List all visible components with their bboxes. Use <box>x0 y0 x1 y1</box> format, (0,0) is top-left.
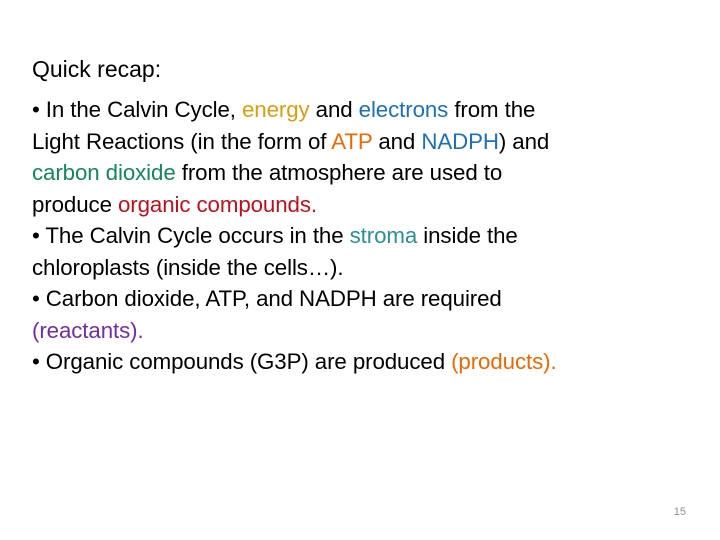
text-run: • In the Calvin Cycle, <box>32 97 242 122</box>
bullet-line <box>32 126 700 158</box>
slide-title: Quick recap: <box>32 56 162 82</box>
text-run: • Carbon dioxide, ATP, and NADPH are required <box>32 286 502 311</box>
text-run: ) and <box>498 128 550 154</box>
bullet-line <box>32 283 700 315</box>
highlight-stroma: stroma <box>349 223 418 248</box>
text-run: • The Calvin Cycle occurs in the <box>32 223 350 248</box>
highlight-electrons: electrons <box>358 97 449 122</box>
bullet-line <box>32 94 700 126</box>
highlight-atp: ATP <box>331 128 373 154</box>
bullet-line <box>32 220 700 252</box>
text-run: • Organic compounds (G3P) are produced <box>32 349 452 374</box>
page-number: 15 <box>673 506 686 518</box>
bullet-calvin-cycle-location <box>32 220 700 283</box>
highlight-organic-compounds: organic compounds. <box>117 191 317 217</box>
bullet-line <box>32 346 700 378</box>
bullet-products <box>32 346 700 378</box>
text-run: from the atmosphere are used to <box>175 160 503 185</box>
bullet-line <box>32 315 700 347</box>
slide-body <box>32 94 700 378</box>
bullet-reactants <box>32 283 700 346</box>
text-run: produce <box>32 191 118 217</box>
highlight-carbon-dioxide: carbon dioxide <box>32 160 176 185</box>
bullet-calvin-cycle-summary <box>32 94 700 220</box>
text-run: chloroplasts (inside the cells…). <box>32 254 344 280</box>
bullet-line <box>32 252 700 284</box>
text-run: inside the <box>417 223 518 248</box>
text-run: Light Reactions (in the form of <box>32 128 332 154</box>
highlight-nadph: NADPH <box>421 128 499 154</box>
text-run: and <box>309 97 359 122</box>
text-run: from the <box>448 97 536 122</box>
text-run: and <box>372 128 422 154</box>
highlight-products: (products). <box>451 349 557 374</box>
bullet-line <box>32 157 700 189</box>
highlight-energy: energy <box>241 97 310 122</box>
bullet-line <box>32 189 700 221</box>
highlight-reactants: (reactants). <box>32 317 144 343</box>
